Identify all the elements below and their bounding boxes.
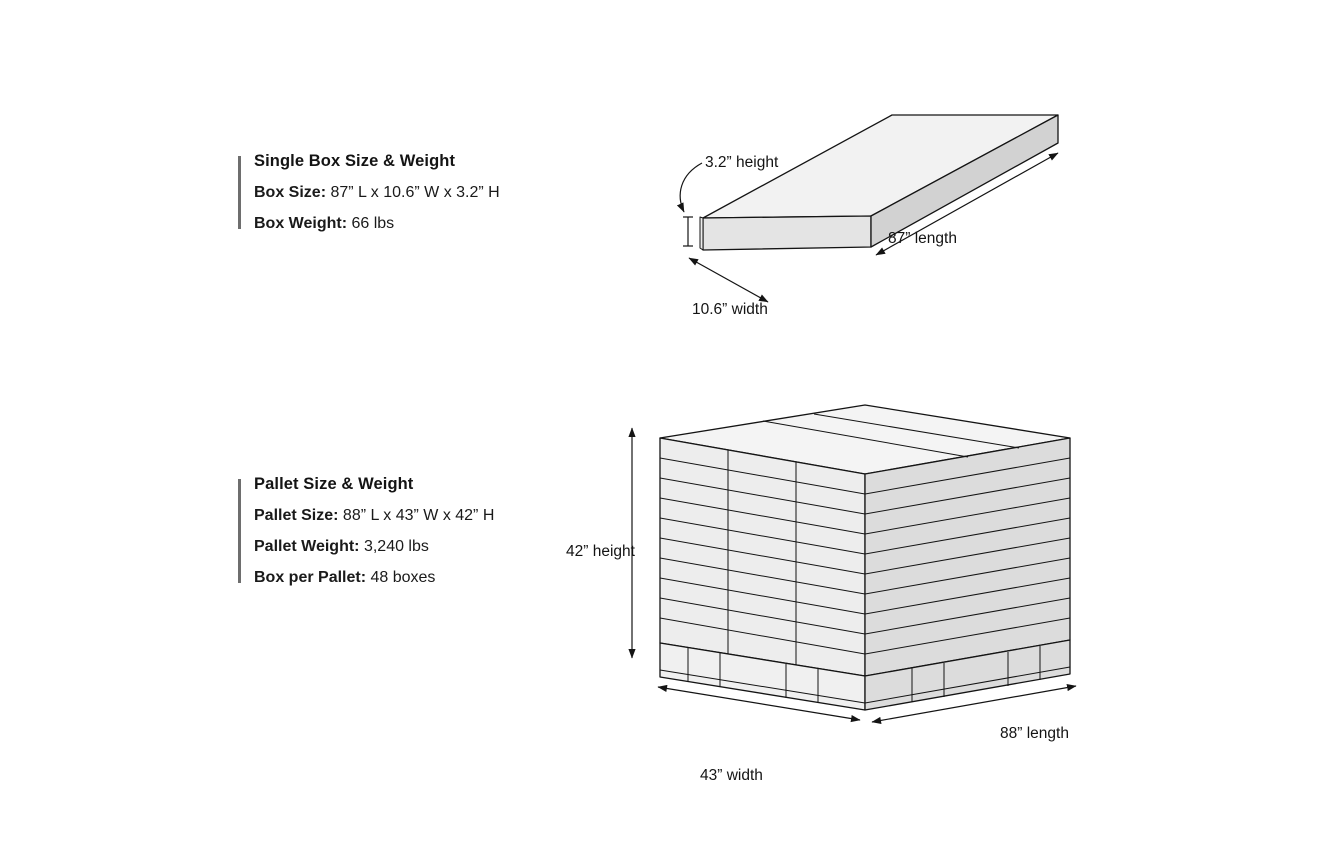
pallet-info-block bbox=[238, 475, 494, 587]
box-size-line bbox=[254, 184, 500, 202]
box-length-label: 87” length bbox=[888, 230, 957, 247]
box-weight-value: 66 lbs bbox=[347, 215, 395, 232]
accent-rule bbox=[238, 156, 241, 229]
box-weight-label: Box Weight: bbox=[254, 215, 348, 232]
pallet-stack bbox=[660, 405, 1070, 710]
box-per-pallet-label: Box per Pallet: bbox=[254, 569, 367, 586]
pallet-width-label: 43” width bbox=[700, 767, 763, 784]
box-size-value: 87” L x 10.6” W x 3.2” H bbox=[326, 184, 500, 201]
pallet-weight-value: 3,240 lbs bbox=[359, 538, 429, 555]
box-width-label: 10.6” width bbox=[692, 301, 768, 318]
pallet-front-face bbox=[660, 438, 865, 676]
box-weight-line bbox=[254, 215, 500, 233]
box-front-face bbox=[703, 216, 871, 250]
pallet-size-value: 88” L x 43” W x 42” H bbox=[338, 507, 495, 524]
pallet-size-line bbox=[254, 507, 494, 525]
pallet-height-label: 42” height bbox=[566, 543, 635, 560]
pallet-side-face bbox=[865, 438, 1070, 676]
single-box-info-block bbox=[238, 152, 500, 233]
single-box-title: Single Box Size & Weight bbox=[254, 152, 456, 170]
box-per-pallet-value: 48 boxes bbox=[366, 569, 436, 586]
pallet-illustration bbox=[560, 390, 1180, 810]
single-box-illustration bbox=[640, 95, 1100, 345]
accent-rule bbox=[238, 479, 241, 583]
box-left-edge-face bbox=[700, 217, 703, 250]
pallet-height-dimension bbox=[566, 428, 636, 658]
pallet-length-label: 88” length bbox=[1000, 725, 1069, 742]
box-height-leader bbox=[680, 163, 702, 212]
pallet-weight-label: Pallet Weight: bbox=[254, 538, 360, 555]
pallet-weight-line bbox=[254, 538, 494, 556]
pallet-size-label: Pallet Size: bbox=[254, 507, 339, 524]
box-width-dimension bbox=[689, 258, 768, 318]
box-per-pallet-line bbox=[254, 569, 494, 587]
box-size-label: Box Size: bbox=[254, 184, 327, 201]
pallet-title: Pallet Size & Weight bbox=[254, 475, 414, 493]
box-height-label: 3.2” height bbox=[705, 154, 779, 171]
